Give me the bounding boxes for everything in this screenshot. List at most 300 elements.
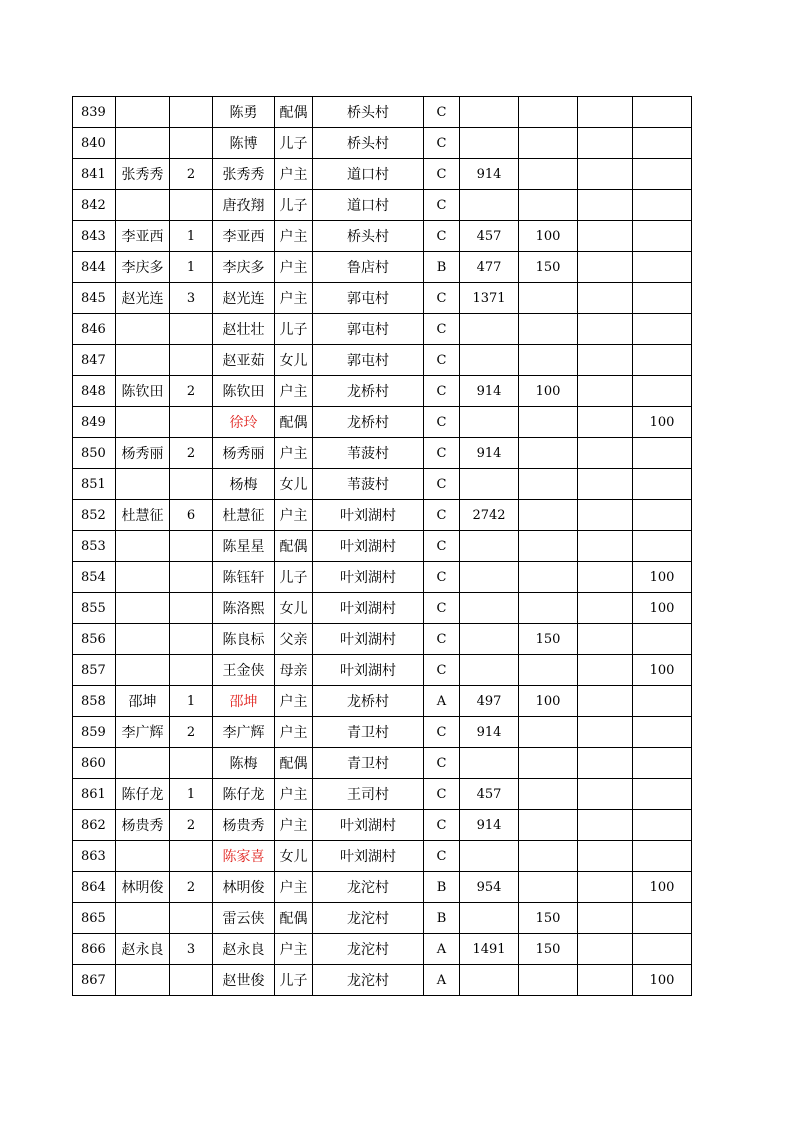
amount-4-cell: 100: [633, 562, 692, 593]
amount-4-cell: [633, 221, 692, 252]
household-head-cell: [116, 531, 170, 562]
member-name-cell: 陈星星: [213, 531, 275, 562]
amount-1-cell: [460, 469, 519, 500]
household-head-cell: [116, 345, 170, 376]
table-row: [73, 717, 692, 748]
amount-3-cell: [578, 128, 633, 159]
household-head-cell: [116, 190, 170, 221]
row-number-cell: 846: [73, 314, 116, 345]
household-size-cell: [170, 965, 213, 996]
amount-1-cell: 457: [460, 779, 519, 810]
member-name-cell: 杨秀丽: [213, 438, 275, 469]
table-row: [73, 934, 692, 965]
household-size-cell: [170, 841, 213, 872]
amount-3-cell: [578, 159, 633, 190]
grade-cell: C: [424, 314, 460, 345]
amount-2-cell: [519, 655, 578, 686]
row-number-cell: 849: [73, 407, 116, 438]
amount-4-cell: 100: [633, 407, 692, 438]
grade-cell: C: [424, 376, 460, 407]
amount-1-cell: [460, 314, 519, 345]
household-size-cell: [170, 345, 213, 376]
amount-3-cell: [578, 779, 633, 810]
row-number-cell: 842: [73, 190, 116, 221]
grade-cell: C: [424, 283, 460, 314]
amount-4-cell: [633, 438, 692, 469]
household-size-cell: 3: [170, 934, 213, 965]
row-number-cell: 852: [73, 500, 116, 531]
table-row: [73, 97, 692, 128]
household-size-cell: [170, 128, 213, 159]
amount-1-cell: 914: [460, 376, 519, 407]
row-number-cell: 854: [73, 562, 116, 593]
member-name-cell: 杨梅: [213, 469, 275, 500]
relation-cell: 母亲: [275, 655, 313, 686]
village-cell: 郭屯村: [313, 283, 424, 314]
household-head-cell: [116, 97, 170, 128]
amount-1-cell: 477: [460, 252, 519, 283]
relation-cell: 女儿: [275, 593, 313, 624]
village-cell: 龙沱村: [313, 934, 424, 965]
village-cell: 桥头村: [313, 128, 424, 159]
village-cell: 叶刘湖村: [313, 655, 424, 686]
relation-cell: 女儿: [275, 345, 313, 376]
household-head-cell: [116, 841, 170, 872]
relation-cell: 户主: [275, 438, 313, 469]
village-cell: 叶刘湖村: [313, 624, 424, 655]
relation-cell: 户主: [275, 872, 313, 903]
grade-cell: C: [424, 748, 460, 779]
relation-cell: 女儿: [275, 469, 313, 500]
village-cell: 郭屯村: [313, 345, 424, 376]
member-name-cell: 陈梅: [213, 748, 275, 779]
grade-cell: B: [424, 252, 460, 283]
amount-2-cell: [519, 97, 578, 128]
member-name-cell: 徐玲: [213, 407, 275, 438]
relation-cell: 配偶: [275, 748, 313, 779]
amount-2-cell: [519, 345, 578, 376]
table-row: [73, 438, 692, 469]
member-name-cell: 陈家喜: [213, 841, 275, 872]
member-name-cell: 陈博: [213, 128, 275, 159]
amount-2-cell: [519, 407, 578, 438]
amount-4-cell: [633, 252, 692, 283]
household-head-cell: [116, 314, 170, 345]
relation-cell: 户主: [275, 283, 313, 314]
household-size-cell: [170, 624, 213, 655]
household-size-cell: [170, 531, 213, 562]
table-row: [73, 314, 692, 345]
table-row: [73, 810, 692, 841]
table-row: [73, 500, 692, 531]
village-cell: 叶刘湖村: [313, 810, 424, 841]
member-name-cell: 陈仔龙: [213, 779, 275, 810]
table-row: [73, 252, 692, 283]
household-size-cell: 1: [170, 779, 213, 810]
amount-1-cell: [460, 128, 519, 159]
amount-1-cell: [460, 345, 519, 376]
amount-1-cell: [460, 624, 519, 655]
amount-1-cell: 954: [460, 872, 519, 903]
row-number-cell: 851: [73, 469, 116, 500]
relation-cell: 户主: [275, 934, 313, 965]
amount-2-cell: 150: [519, 934, 578, 965]
household-head-cell: 杜慧征: [116, 500, 170, 531]
amount-1-cell: 914: [460, 810, 519, 841]
amount-4-cell: 100: [633, 872, 692, 903]
relation-cell: 配偶: [275, 407, 313, 438]
table-row: [73, 159, 692, 190]
amount-2-cell: [519, 810, 578, 841]
village-cell: 桥头村: [313, 97, 424, 128]
grade-cell: C: [424, 128, 460, 159]
table-row: [73, 345, 692, 376]
member-name-cell: 李广辉: [213, 717, 275, 748]
relation-cell: 儿子: [275, 562, 313, 593]
member-name-cell: 邵坤: [213, 686, 275, 717]
table-row: [73, 593, 692, 624]
amount-2-cell: 150: [519, 624, 578, 655]
household-size-cell: 1: [170, 252, 213, 283]
member-name-cell: 赵壮壮: [213, 314, 275, 345]
row-number-cell: 843: [73, 221, 116, 252]
amount-3-cell: [578, 469, 633, 500]
relation-cell: 配偶: [275, 97, 313, 128]
household-size-cell: [170, 97, 213, 128]
member-name-cell: 李亚西: [213, 221, 275, 252]
household-head-cell: [116, 624, 170, 655]
row-number-cell: 857: [73, 655, 116, 686]
member-name-cell: 张秀秀: [213, 159, 275, 190]
row-number-cell: 856: [73, 624, 116, 655]
table-row: [73, 469, 692, 500]
grade-cell: A: [424, 965, 460, 996]
row-number-cell: 850: [73, 438, 116, 469]
amount-3-cell: [578, 376, 633, 407]
village-cell: 叶刘湖村: [313, 562, 424, 593]
household-head-cell: 杨贵秀: [116, 810, 170, 841]
household-size-cell: [170, 314, 213, 345]
grade-cell: C: [424, 810, 460, 841]
amount-4-cell: 100: [633, 655, 692, 686]
household-head-cell: [116, 965, 170, 996]
member-name-cell: 唐孜翔: [213, 190, 275, 221]
grade-cell: C: [424, 97, 460, 128]
amount-4-cell: [633, 469, 692, 500]
amount-2-cell: [519, 314, 578, 345]
table-row: [73, 748, 692, 779]
amount-1-cell: 914: [460, 717, 519, 748]
village-cell: 龙沱村: [313, 965, 424, 996]
amount-3-cell: [578, 562, 633, 593]
table-row: [73, 903, 692, 934]
amount-4-cell: [633, 686, 692, 717]
member-name-cell: 李庆多: [213, 252, 275, 283]
amount-1-cell: [460, 593, 519, 624]
member-name-cell: 陈勇: [213, 97, 275, 128]
amount-2-cell: 100: [519, 376, 578, 407]
amount-3-cell: [578, 314, 633, 345]
village-cell: 道口村: [313, 190, 424, 221]
amount-4-cell: [633, 903, 692, 934]
amount-2-cell: [519, 872, 578, 903]
amount-1-cell: [460, 190, 519, 221]
relation-cell: 户主: [275, 810, 313, 841]
relation-cell: 户主: [275, 376, 313, 407]
household-head-cell: 林明俊: [116, 872, 170, 903]
household-size-cell: 2: [170, 438, 213, 469]
row-number-cell: 848: [73, 376, 116, 407]
amount-1-cell: 914: [460, 159, 519, 190]
table-row: [73, 407, 692, 438]
amount-1-cell: 914: [460, 438, 519, 469]
household-size-cell: 3: [170, 283, 213, 314]
relation-cell: 户主: [275, 717, 313, 748]
amount-4-cell: 100: [633, 593, 692, 624]
household-head-cell: 杨秀丽: [116, 438, 170, 469]
member-name-cell: 赵永良: [213, 934, 275, 965]
amount-3-cell: [578, 872, 633, 903]
village-cell: 道口村: [313, 159, 424, 190]
household-head-cell: [116, 407, 170, 438]
amount-4-cell: [633, 128, 692, 159]
household-size-cell: [170, 562, 213, 593]
amount-1-cell: 497: [460, 686, 519, 717]
relation-cell: 户主: [275, 779, 313, 810]
table-row: [73, 376, 692, 407]
amount-1-cell: [460, 841, 519, 872]
village-cell: 叶刘湖村: [313, 531, 424, 562]
household-size-cell: 2: [170, 159, 213, 190]
relation-cell: 儿子: [275, 128, 313, 159]
grade-cell: C: [424, 655, 460, 686]
row-number-cell: 867: [73, 965, 116, 996]
household-size-cell: [170, 469, 213, 500]
amount-3-cell: [578, 810, 633, 841]
amount-2-cell: [519, 717, 578, 748]
amount-3-cell: [578, 717, 633, 748]
amount-1-cell: 1491: [460, 934, 519, 965]
relation-cell: 户主: [275, 500, 313, 531]
amount-3-cell: [578, 531, 633, 562]
table-body: [73, 97, 692, 996]
household-head-cell: 陈仔龙: [116, 779, 170, 810]
amount-4-cell: [633, 717, 692, 748]
grade-cell: C: [424, 500, 460, 531]
village-cell: 青卫村: [313, 748, 424, 779]
household-size-cell: 1: [170, 686, 213, 717]
member-name-cell: 赵光连: [213, 283, 275, 314]
table-row: [73, 128, 692, 159]
household-head-cell: 邵坤: [116, 686, 170, 717]
household-size-cell: [170, 407, 213, 438]
household-size-cell: [170, 190, 213, 221]
amount-1-cell: [460, 562, 519, 593]
grade-cell: C: [424, 531, 460, 562]
amount-3-cell: [578, 903, 633, 934]
amount-3-cell: [578, 748, 633, 779]
row-number-cell: 860: [73, 748, 116, 779]
relation-cell: 户主: [275, 159, 313, 190]
grade-cell: C: [424, 407, 460, 438]
amount-2-cell: [519, 469, 578, 500]
row-number-cell: 839: [73, 97, 116, 128]
table-row: [73, 965, 692, 996]
member-name-cell: 赵世俊: [213, 965, 275, 996]
row-number-cell: 847: [73, 345, 116, 376]
row-number-cell: 853: [73, 531, 116, 562]
grade-cell: C: [424, 841, 460, 872]
row-number-cell: 858: [73, 686, 116, 717]
amount-1-cell: [460, 531, 519, 562]
grade-cell: C: [424, 345, 460, 376]
relation-cell: 儿子: [275, 314, 313, 345]
row-number-cell: 865: [73, 903, 116, 934]
row-number-cell: 845: [73, 283, 116, 314]
relation-cell: 户主: [275, 221, 313, 252]
amount-2-cell: 150: [519, 903, 578, 934]
amount-4-cell: [633, 624, 692, 655]
amount-3-cell: [578, 655, 633, 686]
amount-2-cell: [519, 500, 578, 531]
amount-1-cell: [460, 655, 519, 686]
amount-3-cell: [578, 345, 633, 376]
village-cell: 龙桥村: [313, 407, 424, 438]
household-head-cell: 陈钦田: [116, 376, 170, 407]
table-row: [73, 779, 692, 810]
household-size-cell: 2: [170, 717, 213, 748]
table-row: [73, 841, 692, 872]
household-head-cell: 李亚西: [116, 221, 170, 252]
household-head-cell: 赵光连: [116, 283, 170, 314]
row-number-cell: 864: [73, 872, 116, 903]
village-cell: 苇菠村: [313, 438, 424, 469]
member-name-cell: 陈洛熙: [213, 593, 275, 624]
amount-3-cell: [578, 934, 633, 965]
amount-3-cell: [578, 97, 633, 128]
grade-cell: C: [424, 221, 460, 252]
household-size-cell: 6: [170, 500, 213, 531]
amount-2-cell: [519, 190, 578, 221]
relation-cell: 户主: [275, 252, 313, 283]
amount-4-cell: [633, 500, 692, 531]
data-table: [72, 96, 692, 996]
amount-1-cell: 457: [460, 221, 519, 252]
amount-4-cell: [633, 376, 692, 407]
amount-3-cell: [578, 965, 633, 996]
amount-3-cell: [578, 407, 633, 438]
household-size-cell: [170, 903, 213, 934]
amount-1-cell: [460, 903, 519, 934]
amount-4-cell: [633, 97, 692, 128]
member-name-cell: 林明俊: [213, 872, 275, 903]
grade-cell: C: [424, 190, 460, 221]
grade-cell: B: [424, 872, 460, 903]
member-name-cell: 雷云侠: [213, 903, 275, 934]
amount-4-cell: [633, 934, 692, 965]
village-cell: 青卫村: [313, 717, 424, 748]
member-name-cell: 陈良标: [213, 624, 275, 655]
amount-4-cell: [633, 810, 692, 841]
amount-2-cell: 100: [519, 686, 578, 717]
household-head-cell: 赵永良: [116, 934, 170, 965]
amount-1-cell: [460, 407, 519, 438]
amount-2-cell: [519, 531, 578, 562]
village-cell: 鲁店村: [313, 252, 424, 283]
household-head-cell: 张秀秀: [116, 159, 170, 190]
amount-4-cell: [633, 345, 692, 376]
village-cell: 王司村: [313, 779, 424, 810]
row-number-cell: 840: [73, 128, 116, 159]
row-number-cell: 866: [73, 934, 116, 965]
amount-1-cell: [460, 965, 519, 996]
amount-1-cell: [460, 748, 519, 779]
member-name-cell: 杨贵秀: [213, 810, 275, 841]
amount-3-cell: [578, 252, 633, 283]
amount-4-cell: 100: [633, 965, 692, 996]
row-number-cell: 855: [73, 593, 116, 624]
household-head-cell: 李广辉: [116, 717, 170, 748]
household-head-cell: [116, 469, 170, 500]
amount-3-cell: [578, 283, 633, 314]
grade-cell: C: [424, 624, 460, 655]
amount-2-cell: [519, 779, 578, 810]
row-number-cell: 841: [73, 159, 116, 190]
relation-cell: 户主: [275, 686, 313, 717]
amount-3-cell: [578, 593, 633, 624]
grade-cell: C: [424, 779, 460, 810]
amount-4-cell: [633, 531, 692, 562]
household-head-cell: [116, 128, 170, 159]
amount-3-cell: [578, 500, 633, 531]
row-number-cell: 861: [73, 779, 116, 810]
village-cell: 叶刘湖村: [313, 593, 424, 624]
amount-4-cell: [633, 314, 692, 345]
village-cell: 龙桥村: [313, 376, 424, 407]
amount-2-cell: [519, 748, 578, 779]
household-size-cell: 2: [170, 872, 213, 903]
village-cell: 桥头村: [313, 221, 424, 252]
table-row: [73, 655, 692, 686]
member-name-cell: 赵亚茹: [213, 345, 275, 376]
table-row: [73, 872, 692, 903]
household-size-cell: 2: [170, 810, 213, 841]
grade-cell: B: [424, 903, 460, 934]
amount-2-cell: 100: [519, 221, 578, 252]
relation-cell: 父亲: [275, 624, 313, 655]
grade-cell: A: [424, 686, 460, 717]
amount-4-cell: [633, 283, 692, 314]
amount-2-cell: [519, 841, 578, 872]
row-number-cell: 862: [73, 810, 116, 841]
household-head-cell: [116, 593, 170, 624]
amount-2-cell: [519, 128, 578, 159]
amount-1-cell: [460, 97, 519, 128]
household-size-cell: [170, 748, 213, 779]
grade-cell: C: [424, 469, 460, 500]
household-size-cell: [170, 655, 213, 686]
amount-2-cell: [519, 593, 578, 624]
member-name-cell: 王金侠: [213, 655, 275, 686]
village-cell: 龙桥村: [313, 686, 424, 717]
amount-3-cell: [578, 841, 633, 872]
table-row: [73, 531, 692, 562]
amount-2-cell: [519, 965, 578, 996]
amount-3-cell: [578, 624, 633, 655]
amount-1-cell: 2742: [460, 500, 519, 531]
household-head-cell: 李庆多: [116, 252, 170, 283]
table-row: [73, 624, 692, 655]
